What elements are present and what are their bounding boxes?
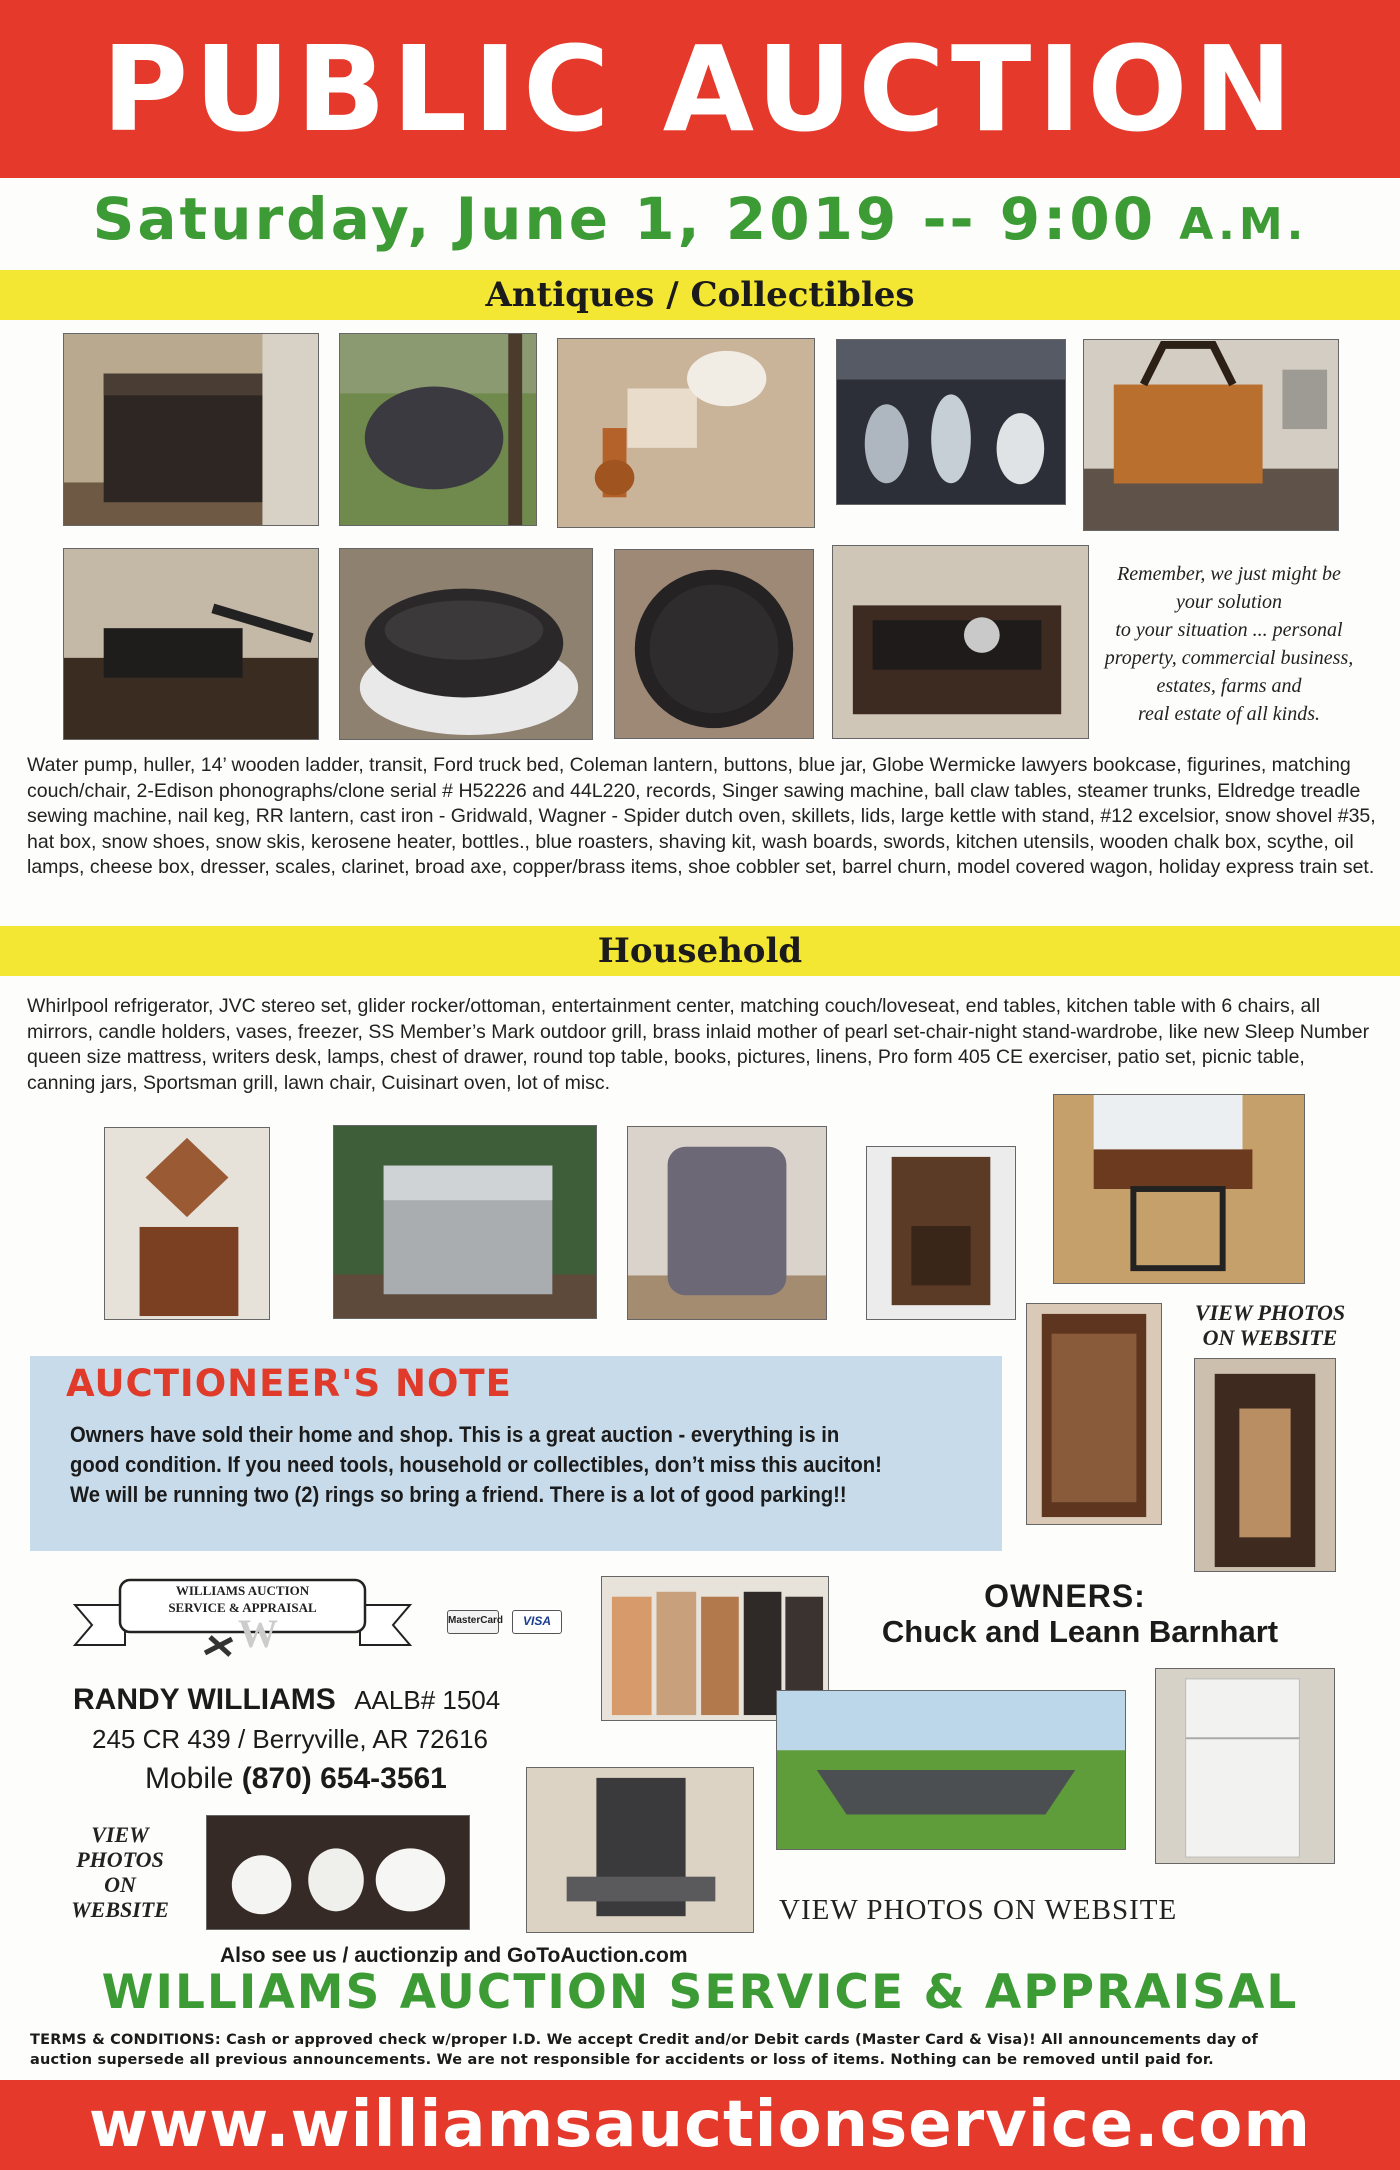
logo-line: SERVICE & APPRAISAL [168,1600,317,1615]
visa-icon: VISA [512,1610,562,1634]
view-photos-left-line: WEBSITE [71,1897,169,1922]
view-photos-bottom: VIEW PHOTOS ON WEBSITE [779,1894,1178,1926]
household-item-list: Whirlpool refrigerator, JVC stereo set, glider rocker/ottoman, entertainment center, matching couch/loveseat, end tables, kitchen table with 6 chairs, all mirrors, candle holders, vases, freezer, SS Member’s Mark outdoor grill, brass inlaid mother of pearl set-chair-night stand-wardrobe, like new Sleep Number queen size mattress, writers desk, lamps, chest of drawer, round top table, books, pictures, linens, Pro form 405 CE exerciser, patio set, picnic table, canning jars, Sportsman grill, lawn chair, Cuisinart oven, lot of misc. [27,995,1370,1094]
solutions-note-line: to your situation ... personal [1115,619,1343,641]
photo-band-saw [526,1767,754,1933]
auction-date-main: Saturday, June 1, 2019 -- 9:00 [92,185,1180,253]
view-photos-left-line: ON [104,1872,136,1897]
owners-names: Chuck and Leann Barnhart [881,1614,1279,1649]
company-logo [70,1575,415,1667]
view-photos-left-line: VIEW [91,1822,149,1847]
photo-wingback-chair [627,1126,827,1320]
solutions-note-line: your solution [1175,591,1283,613]
view-photos-left-line: PHOTOS [76,1847,164,1872]
photo-bookcase [1026,1303,1162,1525]
auctioneer-contact [73,1683,500,1717]
view-photos-right-line: VIEW PHOTOS [1194,1300,1346,1325]
owners-label: OWNERS: [984,1578,1146,1614]
mobile-number: (870) 654-3561 [241,1762,447,1795]
svg-text:W: W [238,1611,278,1656]
view-photos-left [55,1822,185,1922]
solutions-note-line: Remember, we just might be [1117,563,1341,585]
photo-oil-lamps-box [557,338,815,528]
photo-refrigerator [1155,1668,1335,1864]
view-photos-right-line: ON WEBSITE [1202,1325,1338,1350]
photo-phonograph-desk [63,548,319,740]
auctioneer-note-line: good condition. If you need tools, household or collectibles, don’t miss this auciton! [70,1452,882,1477]
photo-glass-lamps [836,339,1066,505]
auctioneer-address: 245 CR 439 / Berryville, AR 72616 [92,1724,488,1754]
solutions-note-line: property, commercial business, [1104,647,1354,669]
auctioneer-note-body [70,1420,916,1510]
company-name: WILLIAMS AUCTION SERVICE & APPRAISAL [101,1965,1299,2020]
household-heading: Household [597,931,803,971]
terms-line: TERMS & CONDITIONS: Cash or approved check w/proper I.D. We accept Credit and/or Debit cards (Master Card & Visa)! All announcements day of [30,2032,1259,2048]
photo-outdoor-grill [333,1125,597,1319]
auctioneer-mobile [145,1762,447,1796]
terms-line: auction supersede all previous announcements. We are not responsible for accidents or loss of items. Nothing can be removed until paid for. [30,2052,1214,2068]
photo-treadle-sewing-machine [1053,1094,1305,1284]
terms-conditions [30,2030,1370,2070]
photo-wardrobe [1194,1358,1336,1572]
view-photos-right [1180,1300,1360,1350]
auction-date [0,183,1400,261]
photo-white-pitchers [206,1815,470,1930]
solutions-note-line: real estate of all kinds. [1137,703,1320,725]
photo-dutch-oven [339,548,593,740]
antiques-item-list: Water pump, huller, 14’ wooden ladder, transit, Ford truck bed, Coleman lantern, buttons, blue jar, Globe Wermicke lawyers bookcase, figurines, matching couch/chair, 2-Edison phonographs/clone serial # H52226 and 44L220, records, Singer sawing machine, ball claw tables, steamer trunks, Eldredge treadle sewing machine, nail keg, RR lantern, cast iron - Gridwald, Wagner - Spider dutch oven, skillets, lids, large kettle with stand, #12 excelsior, snow shovel #35, hat box, snow shoes, snow skis, kerosene heater, bottles., blue roasters, shaving kit, wash boards, swords, kitchen utensils, wooden chalk box, scythe, oil lamps, cheese box, dresser, scales, clarinet, broad axe, copper/brass items, shoe cobbler set, barrel churn, model covered wagon, holiday express train set. [27,754,1376,878]
website-url[interactable]: www.williamsauctionservice.com [88,2088,1312,2162]
photo-cast-iron-kettle [339,333,537,526]
solutions-note [1104,560,1354,728]
mastercard-icon: MasterCard [447,1610,499,1634]
auctioneer-note-line: We will be running two (2) rings so bring a friend. There is a lot of good parking!! [70,1482,847,1507]
antiques-heading: Antiques / Collectibles [485,275,915,315]
auction-date-ampm: A.M. [1179,199,1308,250]
also-see-text: Also see us / auctionzip and GoToAuction.com [220,1944,688,1967]
photo-steamer-trunk [63,333,319,526]
photo-wooden-carrier [1083,339,1339,531]
auctioneer-note-title: AUCTIONEER'S NOTE [66,1362,512,1405]
auctioneer-note-line: Owners have sold their home and shop. This is a great auction - everything is in [70,1422,840,1447]
photo-skillet [614,549,814,739]
logo-text [120,1582,365,1616]
solutions-note-line: estates, farms and [1156,675,1302,697]
auctioneer-name: RANDY WILLIAMS [73,1683,336,1716]
logo-line: WILLIAMS AUCTION [175,1583,310,1598]
page-title: PUBLIC AUCTION [101,20,1299,158]
photo-dresser-mirror [104,1127,270,1320]
photo-edison-phonograph [832,545,1089,739]
mobile-label: Mobile [145,1762,242,1795]
auctioneer-license: AALB# 1504 [354,1685,501,1715]
photo-boat-trailer [776,1690,1126,1850]
photo-wooden-cabinet [866,1146,1016,1320]
